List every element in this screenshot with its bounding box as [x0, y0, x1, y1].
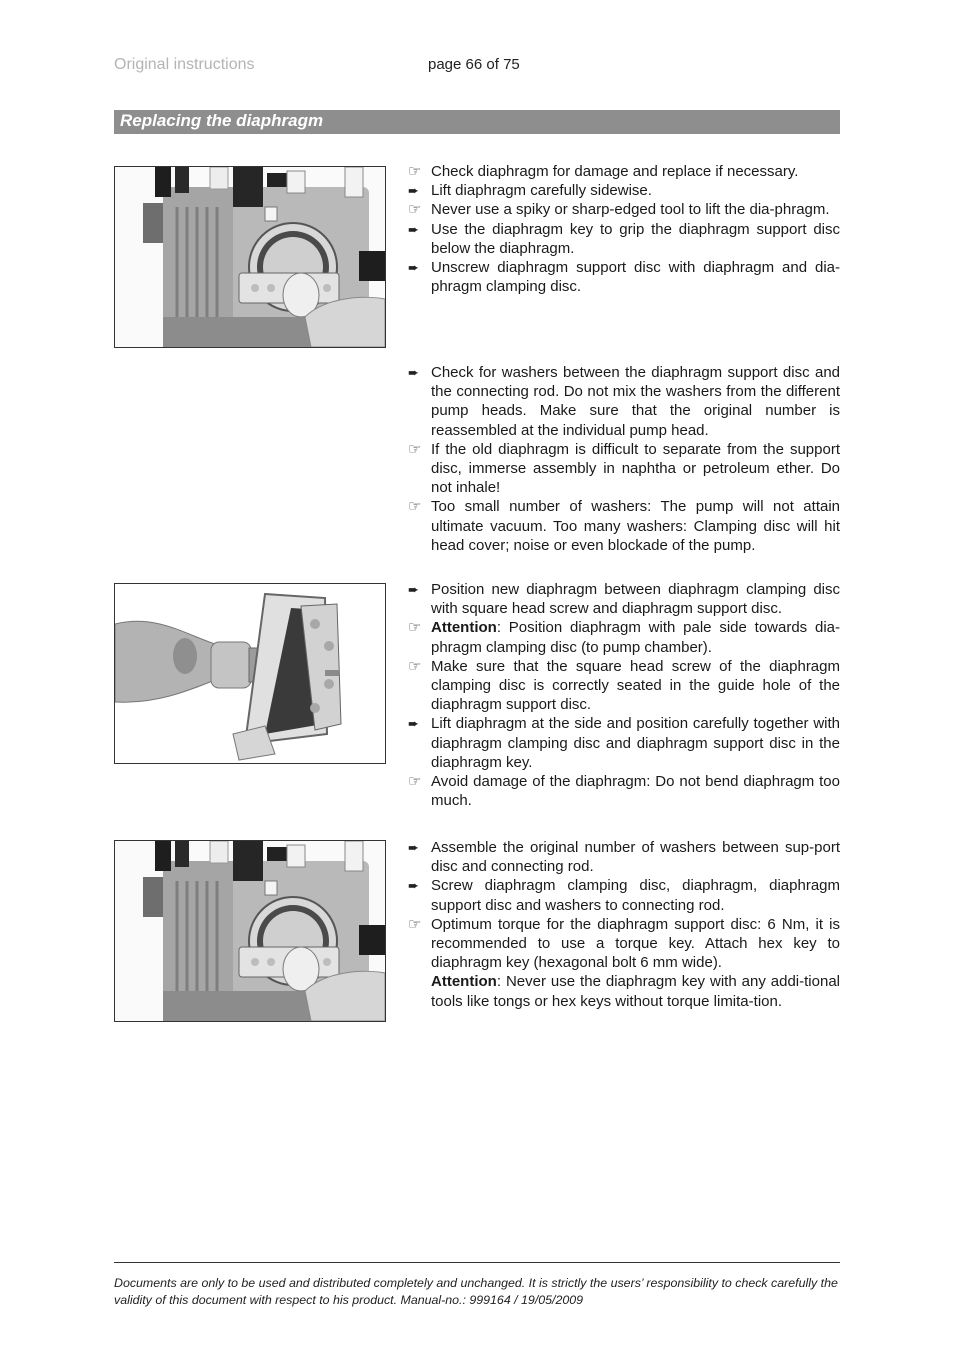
step-text: Avoid damage of the diaphragm: Do not bend diaphragm too much.: [431, 773, 840, 810]
footer-disclaimer: Documents are only to be used and distributed completely and unchanged. It is strictly the users’ responsibility to check carefully the validity of this document with respect to his product. Manual-no.: 999164 / 19/05/2009: [114, 1276, 838, 1307]
arrow-icon: ➨: [408, 183, 419, 199]
step-text: Lift diaphragm at the side and position carefully together with diaphragm clamping disc and diaphragm support disc in the diaphragm key.: [431, 715, 840, 771]
diaphragm-key-illustration: [115, 584, 385, 763]
pump-head-illustration: [115, 167, 385, 347]
hint-hand-icon: ☞: [408, 440, 422, 458]
step-item: [408, 220, 840, 258]
step-text: Use the diaphragm key to grip the diaphragm support disc below the diaphragm.: [431, 220, 840, 257]
header-page-number: page 66 of 75: [428, 56, 520, 73]
step-item: [408, 772, 840, 810]
step-list-4: [408, 838, 840, 1011]
hint-hand-icon: ☞: [408, 498, 422, 516]
step-text: Lift diaphragm carefully sidewise.: [431, 182, 652, 200]
step-text: Optimum torque for the diaphragm support disc: 6 Nm, it is recommended to use a torque key. Attach hex key to diaphragm key (hexagonal bolt 6 mm wide).: [431, 915, 840, 972]
step-item: [408, 440, 840, 498]
arrow-icon: ➨: [408, 716, 419, 732]
attention-label: Attention: [431, 973, 497, 991]
hint-hand-icon: ☞: [408, 773, 422, 791]
hint-hand-icon: ☞: [408, 201, 422, 219]
arrow-icon: ➨: [408, 221, 419, 237]
hint-hand-icon: ☞: [408, 619, 422, 637]
step-list-2: [408, 363, 840, 555]
step-item: [408, 181, 840, 200]
step-text: Check for washers between the diaphragm support disc and the connecting rod. Do not mix the washers from the different pump heads. Make sure that the original number is reassembled at the individual pump head.: [431, 364, 840, 439]
step-list-3: [408, 580, 840, 810]
hint-hand-icon: ☞: [408, 915, 422, 933]
step-text: Position new diaphragm between diaphragm clamping disc with square head screw and diaphragm support disc.: [431, 581, 840, 618]
step-item: [408, 162, 840, 181]
step-list-1: [408, 162, 840, 296]
step-text: Unscrew diaphragm support disc with diaphragm and dia-phragm clamping disc.: [431, 259, 840, 296]
arrow-icon: ➨: [408, 878, 419, 894]
step-item: [408, 657, 840, 715]
arrow-icon: ➨: [408, 840, 419, 855]
step-item: [408, 876, 840, 914]
step-text: : Position diaphragm with pale side towards dia-phragm clamping disc (to pump chamber).: [431, 619, 840, 656]
step-item: [408, 838, 840, 876]
step-item: [408, 580, 840, 618]
section-title: Replacing the diaphragm: [120, 111, 324, 130]
header-document-type: Original instructions: [114, 56, 255, 73]
photo-diaphragm-key: [114, 583, 386, 764]
footer-divider: [114, 1262, 840, 1263]
photo-pump-head-2: [114, 840, 386, 1022]
step-item: [408, 258, 840, 296]
hint-hand-icon: ☞: [408, 163, 422, 180]
attention-note: [408, 972, 840, 1010]
step-text: If the old diaphragm is difficult to separate from the support disc, immerse assembly in naphtha or petroleum ether. Do not inhale!: [431, 440, 840, 497]
step-item: [408, 915, 840, 973]
section-title-bar: [114, 110, 840, 134]
step-item: [408, 497, 840, 555]
step-text: Too small number of washers: The pump will not attain ultimate vacuum. Too many washers: Clamping disc will hit head cover; noise or even blockade of the pump.: [431, 498, 840, 554]
step-text: Make sure that the square head screw of the diaphragm clamping disc is correctly seated in the guide hole of the diaphragm support disc.: [431, 657, 840, 714]
pump-head-assembly-illustration: [115, 841, 385, 1021]
arrow-icon: ➨: [408, 365, 419, 380]
photo-pump-head-1: [114, 166, 386, 348]
attention-label: Attention: [431, 619, 497, 637]
step-item: [408, 363, 840, 440]
step-item: [408, 714, 840, 772]
step-item: [408, 618, 840, 656]
step-item: [408, 200, 840, 219]
hint-hand-icon: ☞: [408, 657, 422, 675]
step-text: Never use a spiky or sharp-edged tool to lift the dia-phragm.: [431, 201, 830, 219]
arrow-icon: ➨: [408, 582, 419, 597]
attention-text: : Never use the diaphragm key with any addi-tional tools like tongs or hex keys without torque limita-tion.: [431, 973, 840, 1010]
step-text: Screw diaphragm clamping disc, diaphragm, diaphragm support disc and washers to connecting rod.: [431, 877, 840, 914]
arrow-icon: ➨: [408, 260, 419, 276]
step-text: Check diaphragm for damage and replace if necessary.: [431, 163, 799, 180]
step-text: Assemble the original number of washers between sup-port disc and connecting rod.: [431, 839, 840, 876]
